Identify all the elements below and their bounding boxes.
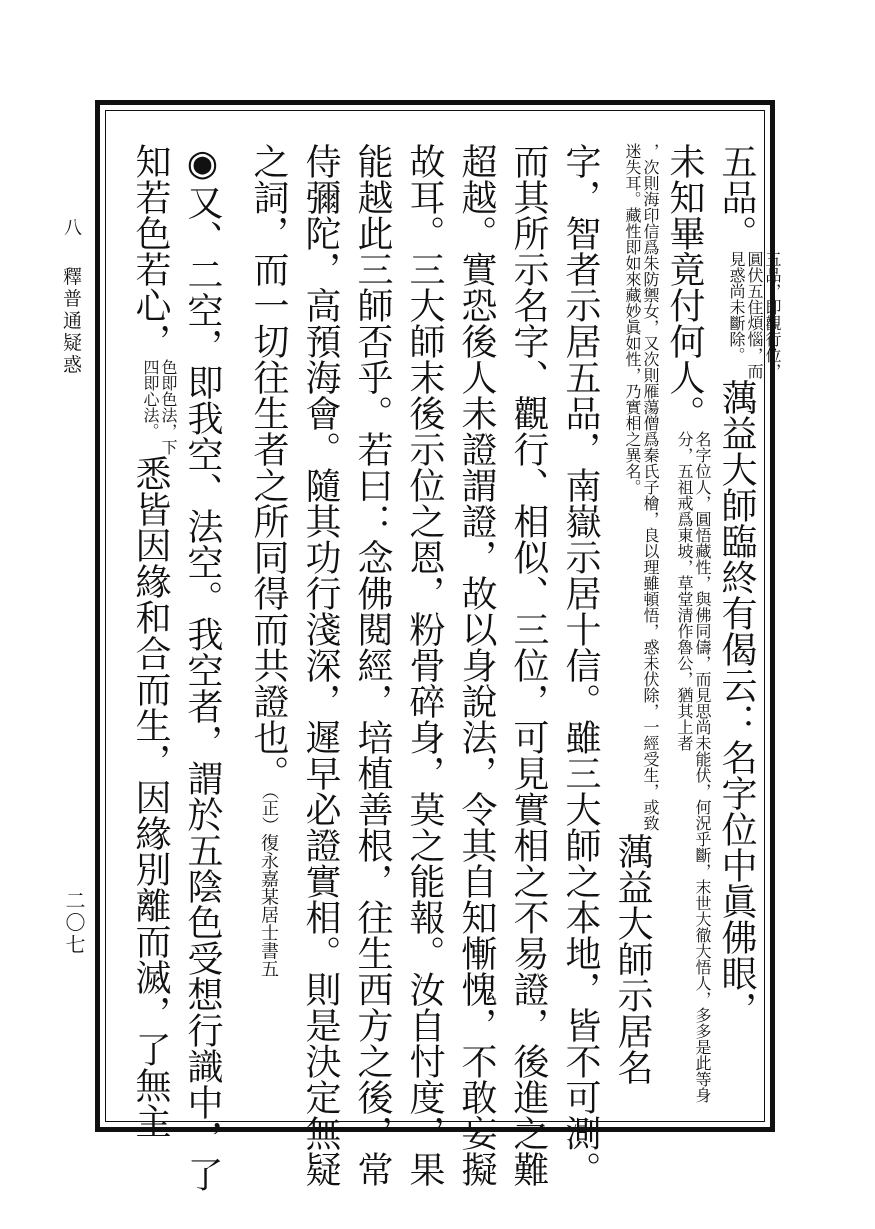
column-12-note: 色即色法，下四即心法。 bbox=[141, 359, 178, 455]
column-4-main: ，智者示居五品，南嶽示居十信。雖三大師之本地，皆不可測。 bbox=[560, 179, 601, 1187]
column-2-note: 名字位人，圓悟藏性，與佛同儔，而見思尚未能伏，何況乎斷，末世大徹大悟人，多多是此等身分，五祖戒爲東坡，草堂清作魯公，猶其上者 bbox=[675, 431, 712, 1103]
page-number: 二〇七 bbox=[62, 890, 86, 956]
column-4-lead: 字 bbox=[560, 143, 601, 179]
column-1-main-b: 蕅益大師臨終有偈云：名字位中眞佛眼， bbox=[716, 379, 757, 1027]
text-column-1 bbox=[712, 143, 781, 1027]
source-mark: （正） bbox=[258, 791, 278, 834]
text-column-7: 故耳。三大師末後示位之恩，粉骨碎身，莫之能報。汝自忖度，果 bbox=[404, 143, 445, 1187]
column-12-main-a: 知若色若心， bbox=[130, 143, 171, 359]
column-3-main: 蕅益大師示居名 bbox=[612, 833, 653, 1085]
column-2-main-a: 未知畢竟付何人。 bbox=[664, 143, 705, 431]
column-12-main-b: 悉皆因緣和合而生，因緣別離而滅，了無主 bbox=[130, 455, 171, 1139]
column-10-main: 之詞，而一切往生者之所同得而共證也。 bbox=[248, 143, 289, 791]
book-title: 釋普通疑惑 bbox=[60, 266, 82, 377]
column-1-note: 五品，即觀行位，圓伏五住煩惱，而見惑尚未斷除。 bbox=[727, 251, 782, 379]
text-column-3 bbox=[608, 143, 659, 1085]
text-column-11: ◉又、二空，即我空、法空。我空者，謂於五陰色受想行識中，了 bbox=[182, 143, 223, 1192]
column-1-main-a: 五品。 bbox=[716, 143, 757, 251]
text-column-5: 而其所示名字、觀行、相似、三位，可見實相之不易證，後進之難 bbox=[508, 143, 549, 1187]
text-column-8: 能越此三師否乎。若曰：念佛閱經，培植善根，往生西方之後，常 bbox=[352, 143, 393, 1187]
text-column-9: 侍彌陀，高預海會。隨其功行淺深，遲早必證實相。則是決定無疑 bbox=[300, 143, 341, 1187]
text-column-12 bbox=[126, 143, 177, 1139]
text-column-2 bbox=[660, 143, 711, 1131]
source-title: 復永嘉某居士書五 bbox=[258, 833, 279, 978]
leaf-number: 八 bbox=[61, 218, 82, 239]
running-head bbox=[58, 218, 85, 376]
text-column-10 bbox=[244, 143, 292, 978]
text-column-4 bbox=[556, 143, 604, 1187]
column-3-note: ，次則海印信爲朱防禦女，又次則雁蕩僧爲秦氏子檜，良以理雖頓悟，惑未伏除，一經受生，或致迷失耳。藏性即如來藏妙眞如性，乃實相之異名。 bbox=[623, 143, 660, 831]
text-column-6: 超越。實恐後人未證謂證，故以身說法，令其自知慚愧，不敢妄擬 bbox=[456, 143, 497, 1187]
